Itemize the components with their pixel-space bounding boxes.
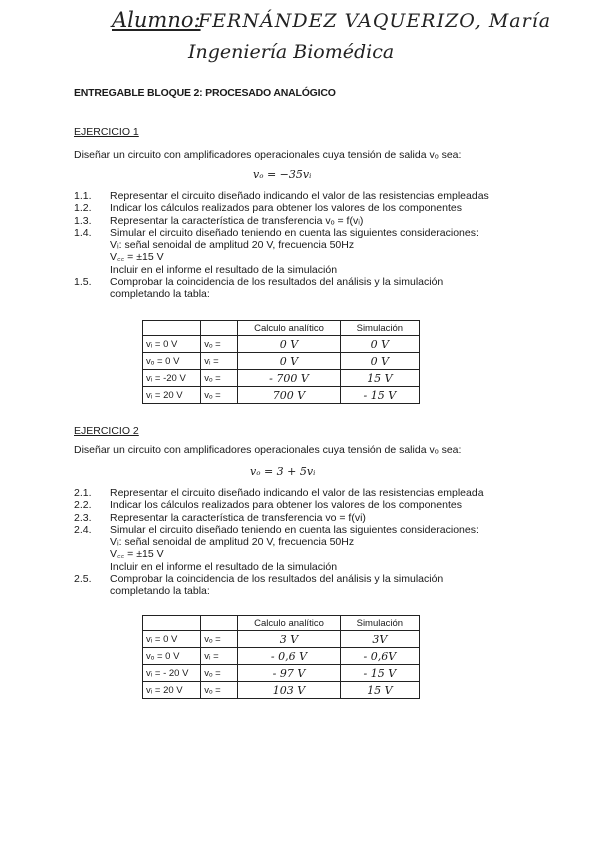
handwritten-cell: - 700 V [238, 370, 340, 387]
table-cell: vᵢ = 0 V [143, 631, 201, 648]
task-text: V꜀꜀ = ±15 V [110, 548, 164, 561]
task-number: 2.5. [74, 573, 92, 586]
task-text: completando la tabla: [110, 585, 210, 598]
table-cell: vₒ = [201, 682, 238, 699]
table-cell: vₒ = [201, 631, 238, 648]
task-text: Indicar los cálculos realizados para obtener los valores de los componentes [110, 499, 462, 512]
table-cell: vᵢ = [201, 353, 238, 370]
handwritten-cell: 0 V [238, 336, 340, 353]
table-header-cell: Simulación [340, 321, 419, 336]
task-item [74, 499, 510, 511]
table-header-cell: Calculo analítico [238, 616, 340, 631]
table-header-row [143, 321, 420, 336]
exercise-1-task-list [74, 190, 510, 301]
table-row [143, 353, 420, 370]
task-number: 1.3. [74, 214, 92, 227]
table-cell: vᵢ = 20 V [143, 387, 201, 404]
handwritten-cell: 0 V [340, 353, 419, 370]
task-number: 1.5. [74, 276, 92, 289]
task-number: 1.4. [74, 226, 92, 239]
table-row [143, 648, 420, 665]
task-text: completando la tabla: [110, 288, 210, 301]
task-item [74, 512, 510, 524]
table-cell: vᵢ = 0 V [143, 336, 201, 353]
exercise-1-intro: Diseñar un circuito con amplificadores operacionales cuya tensión de salida vₒ sea: [74, 149, 462, 161]
task-text: Comprobar la coincidencia de los resultados del análisis y la simulación [110, 276, 444, 289]
handwritten-cell: - 0,6 V [238, 648, 340, 665]
handwritten-cell: - 0,6V [340, 648, 419, 665]
table-cell: vₒ = [201, 370, 238, 387]
table-cell: vᵢ = 20 V [143, 682, 201, 699]
task-item [74, 227, 510, 276]
task-item [74, 573, 510, 598]
task-text: V꜀꜀ = ±15 V [110, 251, 164, 264]
student-label: Alumno: [112, 8, 201, 32]
exercise-2-results-table [142, 615, 420, 699]
exercise-2-task-list [74, 487, 510, 598]
table-cell: vₒ = [201, 665, 238, 682]
task-number: 1.1. [74, 190, 92, 202]
task-text: Representar la característica de transferencia vₒ = f(vᵢ) [110, 214, 364, 227]
table-header-cell [143, 321, 201, 336]
exercise-1-formula: vₒ = −35vᵢ [253, 168, 312, 181]
task-item [74, 190, 510, 202]
exercise-1-title: EJERCICIO 1 [74, 126, 139, 138]
page-title: ENTREGABLE BLOQUE 2: PROCESADO ANALÓGICO [74, 87, 336, 99]
task-text: Simular el circuito diseñado teniendo en cuenta las siguientes consideraciones: [110, 523, 479, 536]
task-text: Incluir en el informe el resultado de la simulación [110, 263, 338, 276]
task-number: 2.2. [74, 499, 92, 512]
handwritten-cell: 15 V [340, 370, 419, 387]
task-number: 1.2. [74, 202, 92, 215]
task-item [74, 487, 510, 499]
task-text: Representar la característica de transferencia vo = f(vi) [110, 511, 366, 524]
handwritten-cell: 700 V [238, 387, 340, 404]
task-text: Comprobar la coincidencia de los resultados del análisis y la simulación [110, 573, 444, 586]
table-row [143, 665, 420, 682]
handwritten-cell: 0 V [340, 336, 419, 353]
task-item [74, 215, 510, 227]
table-cell: vₒ = [201, 387, 238, 404]
exercise-1-results-table [142, 320, 420, 404]
handwritten-cell: 103 V [238, 682, 340, 699]
table-header-row [143, 616, 420, 631]
table-cell: vₒ = [201, 336, 238, 353]
handwritten-cell: 3V [340, 631, 419, 648]
table-header-cell [201, 321, 238, 336]
handwritten-cell: 15 V [340, 682, 419, 699]
table-row [143, 682, 420, 699]
task-text: Vᵢ: señal senoidal de amplitud 20 V, frecuencia 50Hz [110, 536, 355, 549]
table-row [143, 336, 420, 353]
table-cell: vᵢ = - 20 V [143, 665, 201, 682]
student-name: FERNÁNDEZ VAQUERIZO, María [198, 10, 552, 32]
table-cell: vᵢ = -20 V [143, 370, 201, 387]
table-header-cell: Calculo analítico [238, 321, 340, 336]
task-item [74, 202, 510, 214]
exercise-2-intro: Diseñar un circuito con amplificadores operacionales cuya tensión de salida vₒ sea: [74, 444, 462, 456]
table-header-cell: Simulación [340, 616, 419, 631]
task-text: Incluir en el informe el resultado de la simulación [110, 560, 338, 573]
table-cell: vᵢ = [201, 648, 238, 665]
task-number: 2.4. [74, 523, 92, 536]
task-item [74, 276, 510, 301]
task-text: Representar el circuito diseñado indicando el valor de las resistencias empleada [110, 487, 484, 499]
table-header-cell [201, 616, 238, 631]
task-text: Simular el circuito diseñado teniendo en cuenta las siguientes consideraciones: [110, 226, 479, 239]
task-text: Vᵢ: señal senoidal de amplitud 20 V, frecuencia 50Hz [110, 239, 355, 252]
handwritten-cell: 0 V [238, 353, 340, 370]
handwritten-cell: - 15 V [340, 387, 419, 404]
table-row [143, 387, 420, 404]
task-text: Representar el circuito diseñado indicando el valor de las resistencias empleadas [110, 190, 489, 202]
table-cell: vₒ = 0 V [143, 648, 201, 665]
exercise-2-formula: vₒ = 3 + 5vᵢ [250, 465, 316, 478]
table-header-cell [143, 616, 201, 631]
table-row [143, 370, 420, 387]
table-row [143, 631, 420, 648]
task-text: Indicar los cálculos realizados para obtener los valores de los componentes [110, 202, 462, 215]
handwritten-cell: - 97 V [238, 665, 340, 682]
task-number: 2.1. [74, 487, 92, 499]
table-cell: vₒ = 0 V [143, 353, 201, 370]
handwritten-cell: - 15 V [340, 665, 419, 682]
handwritten-cell: 3 V [238, 631, 340, 648]
task-number: 2.3. [74, 511, 92, 524]
exercise-2-title: EJERCICIO 2 [74, 425, 139, 437]
task-item [74, 524, 510, 573]
student-program: Ingeniería Biomédica [188, 41, 395, 63]
